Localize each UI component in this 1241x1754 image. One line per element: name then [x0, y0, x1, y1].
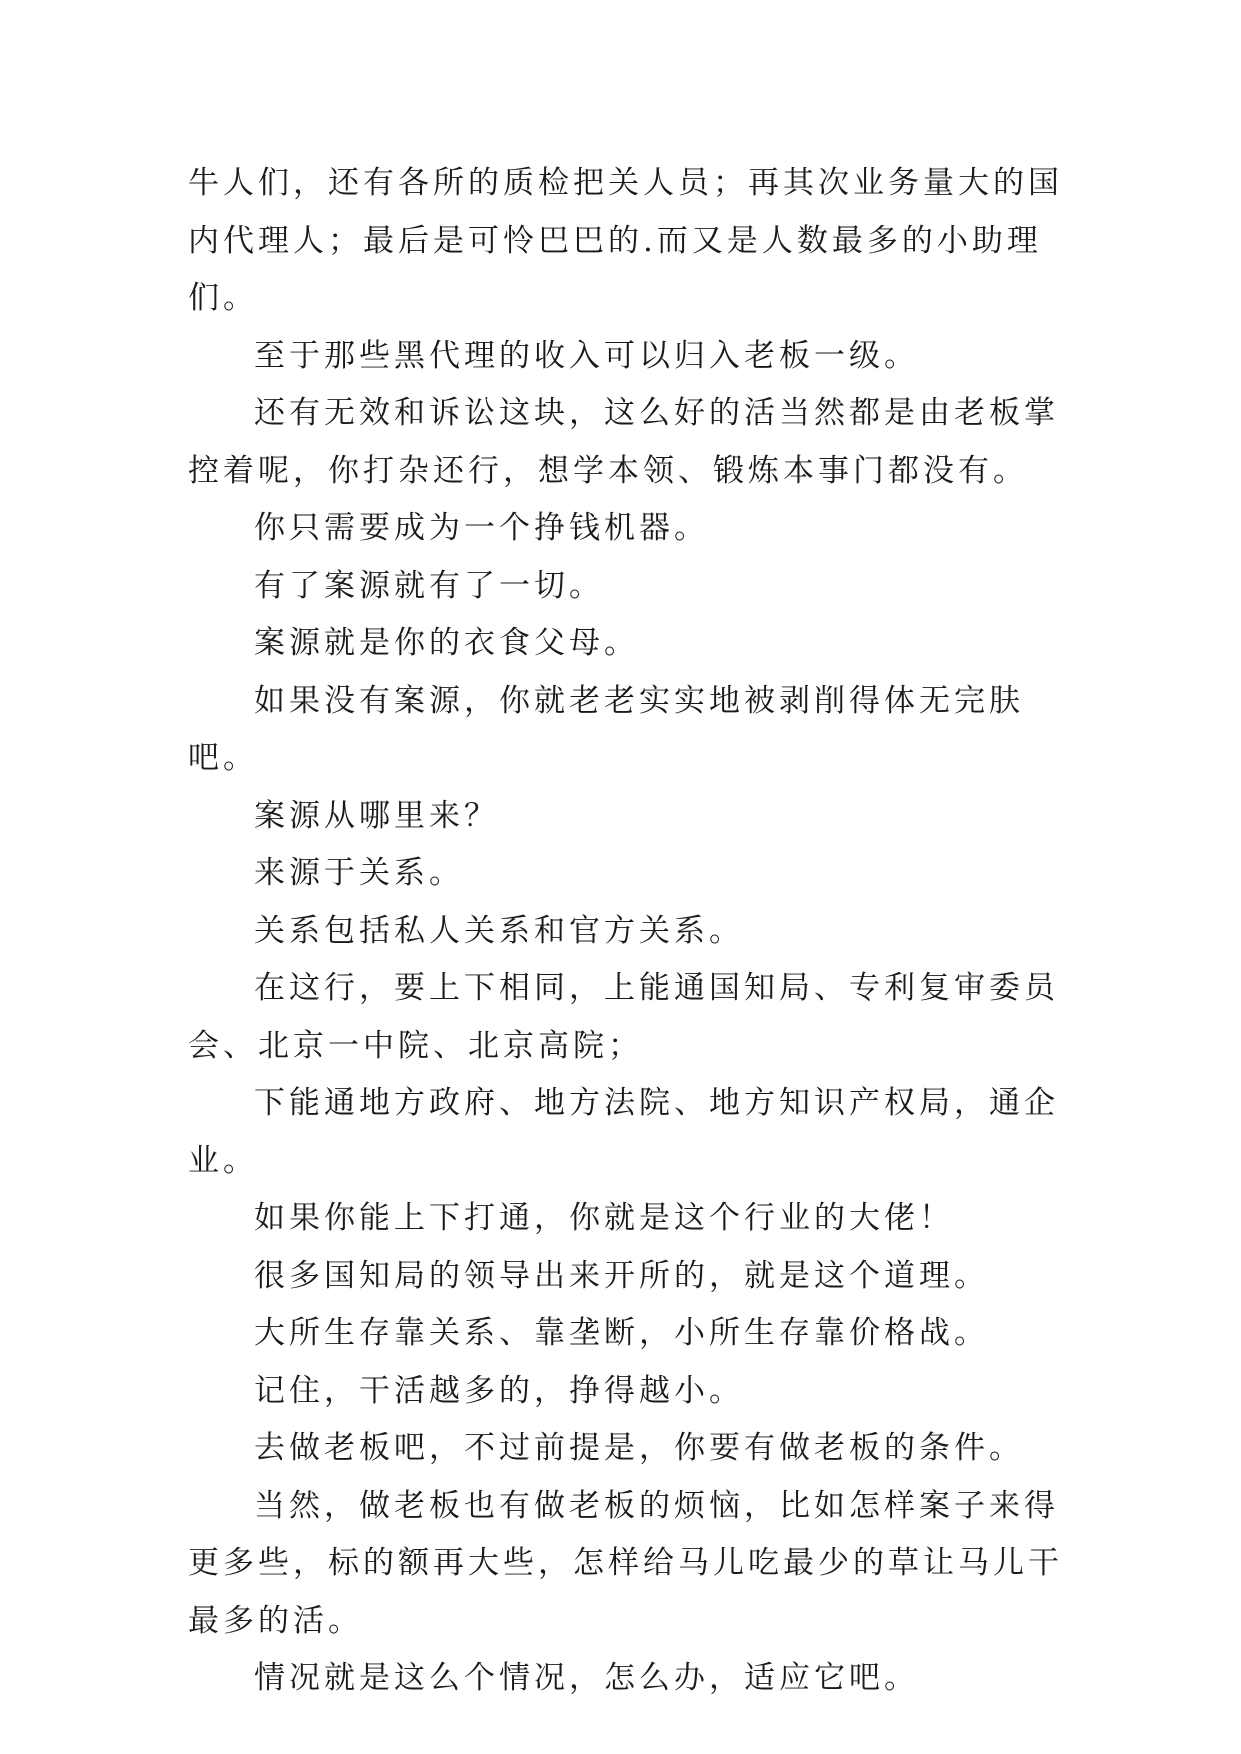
paragraph: 还有无效和诉讼这块，这么好的活当然都是由老板掌控着呢，你打杂还行，想学本领、锻炼本事门都没有。: [188, 395, 1059, 489]
paragraph: 如果没有案源，你就老老实实地被剥削得体无完肤吧。: [188, 682, 1024, 776]
paragraph: 案源从哪里来？: [254, 797, 499, 834]
paragraph: 去做老板吧，不过前提是，你要有做老板的条件。: [254, 1430, 1024, 1466]
paragraph: 关系包括私人关系和官方关系。: [254, 912, 744, 949]
paragraph: 至于那些黑代理的收入可以归入老板一级。: [254, 337, 919, 374]
paragraph: 牛人们，还有各所的质检把关人员；再其次业务量大的国内代理人；最后是可怜巴巴的.而又是人数最多的小助理们。: [188, 165, 1063, 316]
paragraph: 大所生存靠关系、靠垄断，小所生存靠价格战。: [254, 1315, 989, 1351]
body-text: [188, 155, 1068, 1708]
paragraph: 记住，干活越多的，挣得越小。: [254, 1372, 744, 1409]
paragraph: 案源就是你的衣食父母。: [254, 625, 639, 661]
paragraph: 下能通地方政府、地方法院、地方知识产权局，通企业。: [188, 1085, 1059, 1179]
paragraph: 很多国知局的领导出来开所的，就是这个道理。: [254, 1257, 989, 1294]
paragraph: 你只需要成为一个挣钱机器。: [254, 510, 709, 546]
paragraph: 情况就是这么个情况，怎么办，适应它吧。: [254, 1660, 919, 1696]
paragraph: 在这行，要上下相同，上能通国知局、专利复审委员会、北京一中院、北京高院；: [188, 970, 1059, 1064]
paragraph: 有了案源就有了一切。: [254, 567, 604, 604]
paragraph: 如果你能上下打通，你就是这个行业的大佬！: [254, 1200, 954, 1236]
paragraph: 来源于关系。: [254, 855, 464, 891]
paragraph: 当然，做老板也有做老板的烦恼，比如怎样案子来得更多些，标的额再大些，怎样给马儿吃最少的草让马儿干最多的活。: [188, 1487, 1063, 1639]
